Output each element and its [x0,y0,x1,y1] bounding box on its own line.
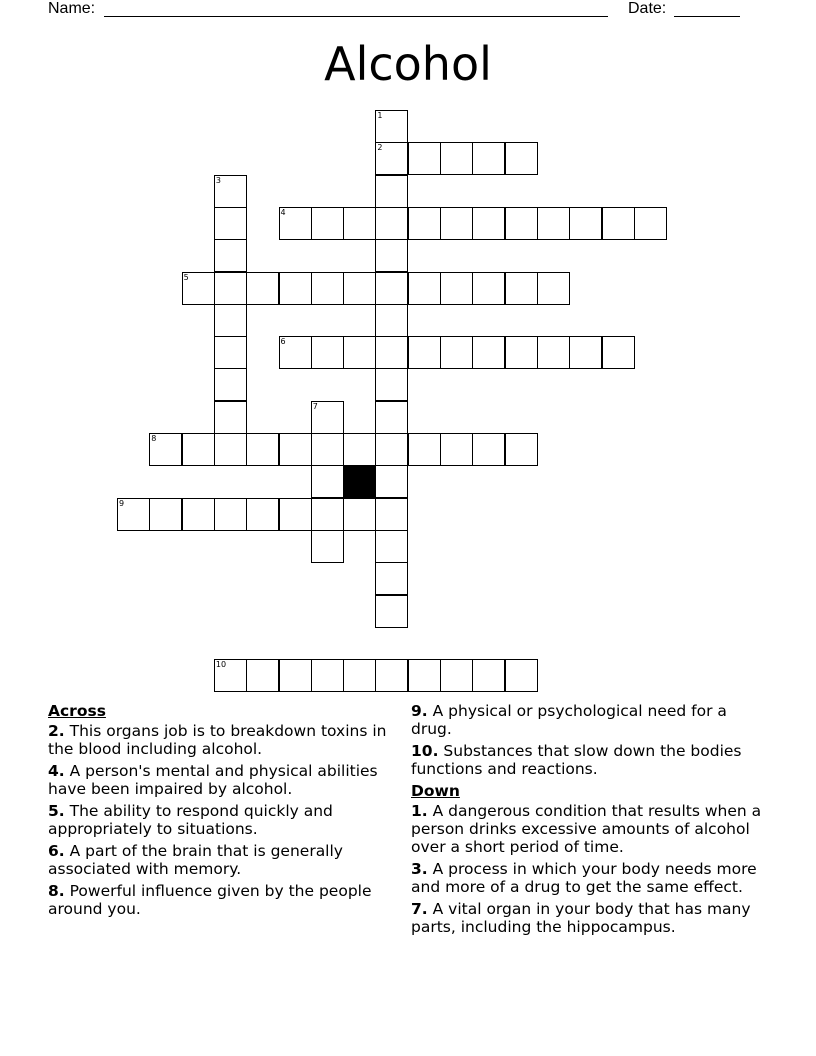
clue-number: 6. [48,842,65,860]
grid-cell[interactable] [214,401,247,434]
grid-cell[interactable] [537,272,570,305]
clue-text: A dangerous condition that results when a person drinks excessive amounts of alcohol over a short period of time. [411,802,762,856]
grid-cell[interactable] [343,272,376,305]
grid-cell[interactable] [440,659,473,692]
clues-left-column [48,702,393,922]
grid-cell[interactable] [279,659,312,692]
grid-cell[interactable] [505,659,538,692]
grid-cell[interactable] [279,336,312,369]
across-clue [48,842,393,878]
clue-number-label: 6 [280,337,286,347]
grid-cell[interactable] [279,272,312,305]
grid-cell[interactable] [311,272,344,305]
grid-cell[interactable] [311,659,344,692]
grid-cell[interactable] [505,272,538,305]
grid-cell[interactable] [246,659,279,692]
across-clue [411,702,771,738]
grid-cell[interactable] [634,207,667,240]
down-clue [411,860,771,896]
grid-cell[interactable] [375,207,408,240]
clue-number: 3. [411,860,428,878]
grid-cell[interactable] [343,659,376,692]
across-clue [48,722,393,758]
grid-cell[interactable] [440,207,473,240]
grid-cell[interactable] [279,498,312,531]
grid-cell[interactable] [343,336,376,369]
clue-number: 9. [411,702,428,720]
grid-cell[interactable] [214,368,247,401]
grid-cell[interactable] [375,562,408,595]
clue-number-label: 10 [215,660,227,670]
date-label: Date: [628,0,667,17]
clue-number-label: 5 [183,272,189,282]
grid-cell[interactable] [375,659,408,692]
down-heading: Down [411,782,460,800]
grid-cell[interactable] [375,401,408,434]
grid-cell[interactable] [311,465,344,498]
grid-cell[interactable] [375,142,408,175]
grid-cell[interactable] [375,336,408,369]
grid-cell[interactable] [279,207,312,240]
clue-text: A part of the brain that is generally associated with memory. [48,842,343,878]
grid-cell[interactable] [408,207,441,240]
puzzle-title: Alcohol [324,37,492,91]
clue-number: 2. [48,722,65,740]
grid-cell[interactable] [311,207,344,240]
grid-cell[interactable] [375,368,408,401]
clue-text: A person's mental and physical abilities have been impaired by alcohol. [48,762,378,798]
down-clue [411,802,771,856]
grid-cell[interactable] [472,142,505,175]
grid-cell[interactable] [602,336,635,369]
grid-cell[interactable] [440,336,473,369]
grid-cell[interactable] [311,433,344,466]
clue-number-label: 1 [377,111,383,120]
across-clue [48,762,393,798]
down-clue [411,900,771,936]
across-clue [411,742,771,778]
grid-cell[interactable] [505,142,538,175]
grid-cell[interactable] [311,336,344,369]
clue-number-label: 2 [377,143,383,153]
clue-number: 8. [48,882,65,900]
grid-cell[interactable] [408,142,441,175]
grid-cell[interactable] [214,336,247,369]
clue-number: 7. [411,900,428,918]
grid-cell[interactable] [375,465,408,498]
clue-text: This organs job is to breakdown toxins in the blood including alcohol. [48,722,387,758]
grid-cell[interactable] [279,433,312,466]
grid-cell[interactable] [375,272,408,305]
grid-cell[interactable] [214,659,247,692]
grid-cell[interactable] [375,239,408,272]
grid-cell[interactable] [505,207,538,240]
grid-cell[interactable] [182,433,215,466]
grid-cell[interactable] [246,433,279,466]
grid-cell[interactable] [408,659,441,692]
grid-cell[interactable] [472,272,505,305]
grid-cell[interactable] [472,336,505,369]
grid-cell[interactable] [440,433,473,466]
grid-cell[interactable] [214,498,247,531]
grid-cell[interactable] [569,336,602,369]
grid-cell[interactable] [602,207,635,240]
across-heading: Across [48,702,106,720]
clue-text: A process in which your body needs more and more of a drug to get the same effect. [411,860,757,896]
name-label: Name: [48,0,96,17]
grid-block-cell [343,465,376,498]
clue-text: The ability to respond quickly and appropriately to situations. [48,802,333,838]
grid-cell[interactable] [214,175,247,208]
grid-cell[interactable] [343,498,376,531]
grid-cell[interactable] [117,498,150,531]
clue-text: Powerful influence given by the people around you. [48,882,372,918]
across-clue [48,802,393,838]
grid-cell[interactable] [472,433,505,466]
grid-cell[interactable] [214,304,247,337]
grid-cell[interactable] [311,498,344,531]
grid-cell[interactable] [343,433,376,466]
clue-number: 1. [411,802,428,820]
grid-cell[interactable] [408,433,441,466]
grid-cell[interactable] [214,207,247,240]
clue-number-label: 3 [215,175,221,185]
grid-cell[interactable] [505,336,538,369]
grid-cell[interactable] [375,175,408,208]
grid-cell[interactable] [214,272,247,305]
grid-cell[interactable] [375,433,408,466]
grid-cell[interactable] [214,239,247,272]
clue-number: 10. [411,742,439,760]
grid-cell[interactable] [375,530,408,563]
grid-cell[interactable] [569,207,602,240]
clue-text: A physical or psychological need for a drug. [411,702,727,738]
clue-number: 4. [48,762,65,780]
grid-cell[interactable] [149,498,182,531]
clue-text: Substances that slow down the bodies functions and reactions. [411,742,742,778]
grid-cell[interactable] [537,336,570,369]
grid-cell[interactable] [149,433,182,466]
grid-cell[interactable] [311,530,344,563]
clue-number-label: 7 [312,401,318,411]
clue-number-label: 4 [280,207,286,217]
grid-cell[interactable] [408,336,441,369]
grid-cell[interactable] [440,272,473,305]
grid-cell[interactable] [472,659,505,692]
clues-right-column [411,702,771,940]
grid-cell[interactable] [246,498,279,531]
grid-cell[interactable] [246,272,279,305]
clue-number-label: 8 [151,434,157,443]
clue-number: 5. [48,802,65,820]
grid-cell[interactable] [375,304,408,337]
grid-cell[interactable] [214,433,247,466]
grid-cell[interactable] [375,595,408,628]
grid-cell[interactable] [375,110,408,143]
grid-cell[interactable] [472,207,505,240]
grid-cell[interactable] [505,433,538,466]
grid-cell[interactable] [408,272,441,305]
clue-number-label: 9 [119,498,125,508]
grid-cell[interactable] [375,498,408,531]
grid-cell[interactable] [182,272,215,305]
grid-cell[interactable] [182,498,215,531]
grid-cell[interactable] [343,207,376,240]
across-clue [48,882,393,918]
clue-text: A vital organ in your body that has many parts, including the hippocampus. [411,900,751,936]
grid-cell[interactable] [537,207,570,240]
grid-cell[interactable] [311,401,344,434]
grid-cell[interactable] [440,142,473,175]
